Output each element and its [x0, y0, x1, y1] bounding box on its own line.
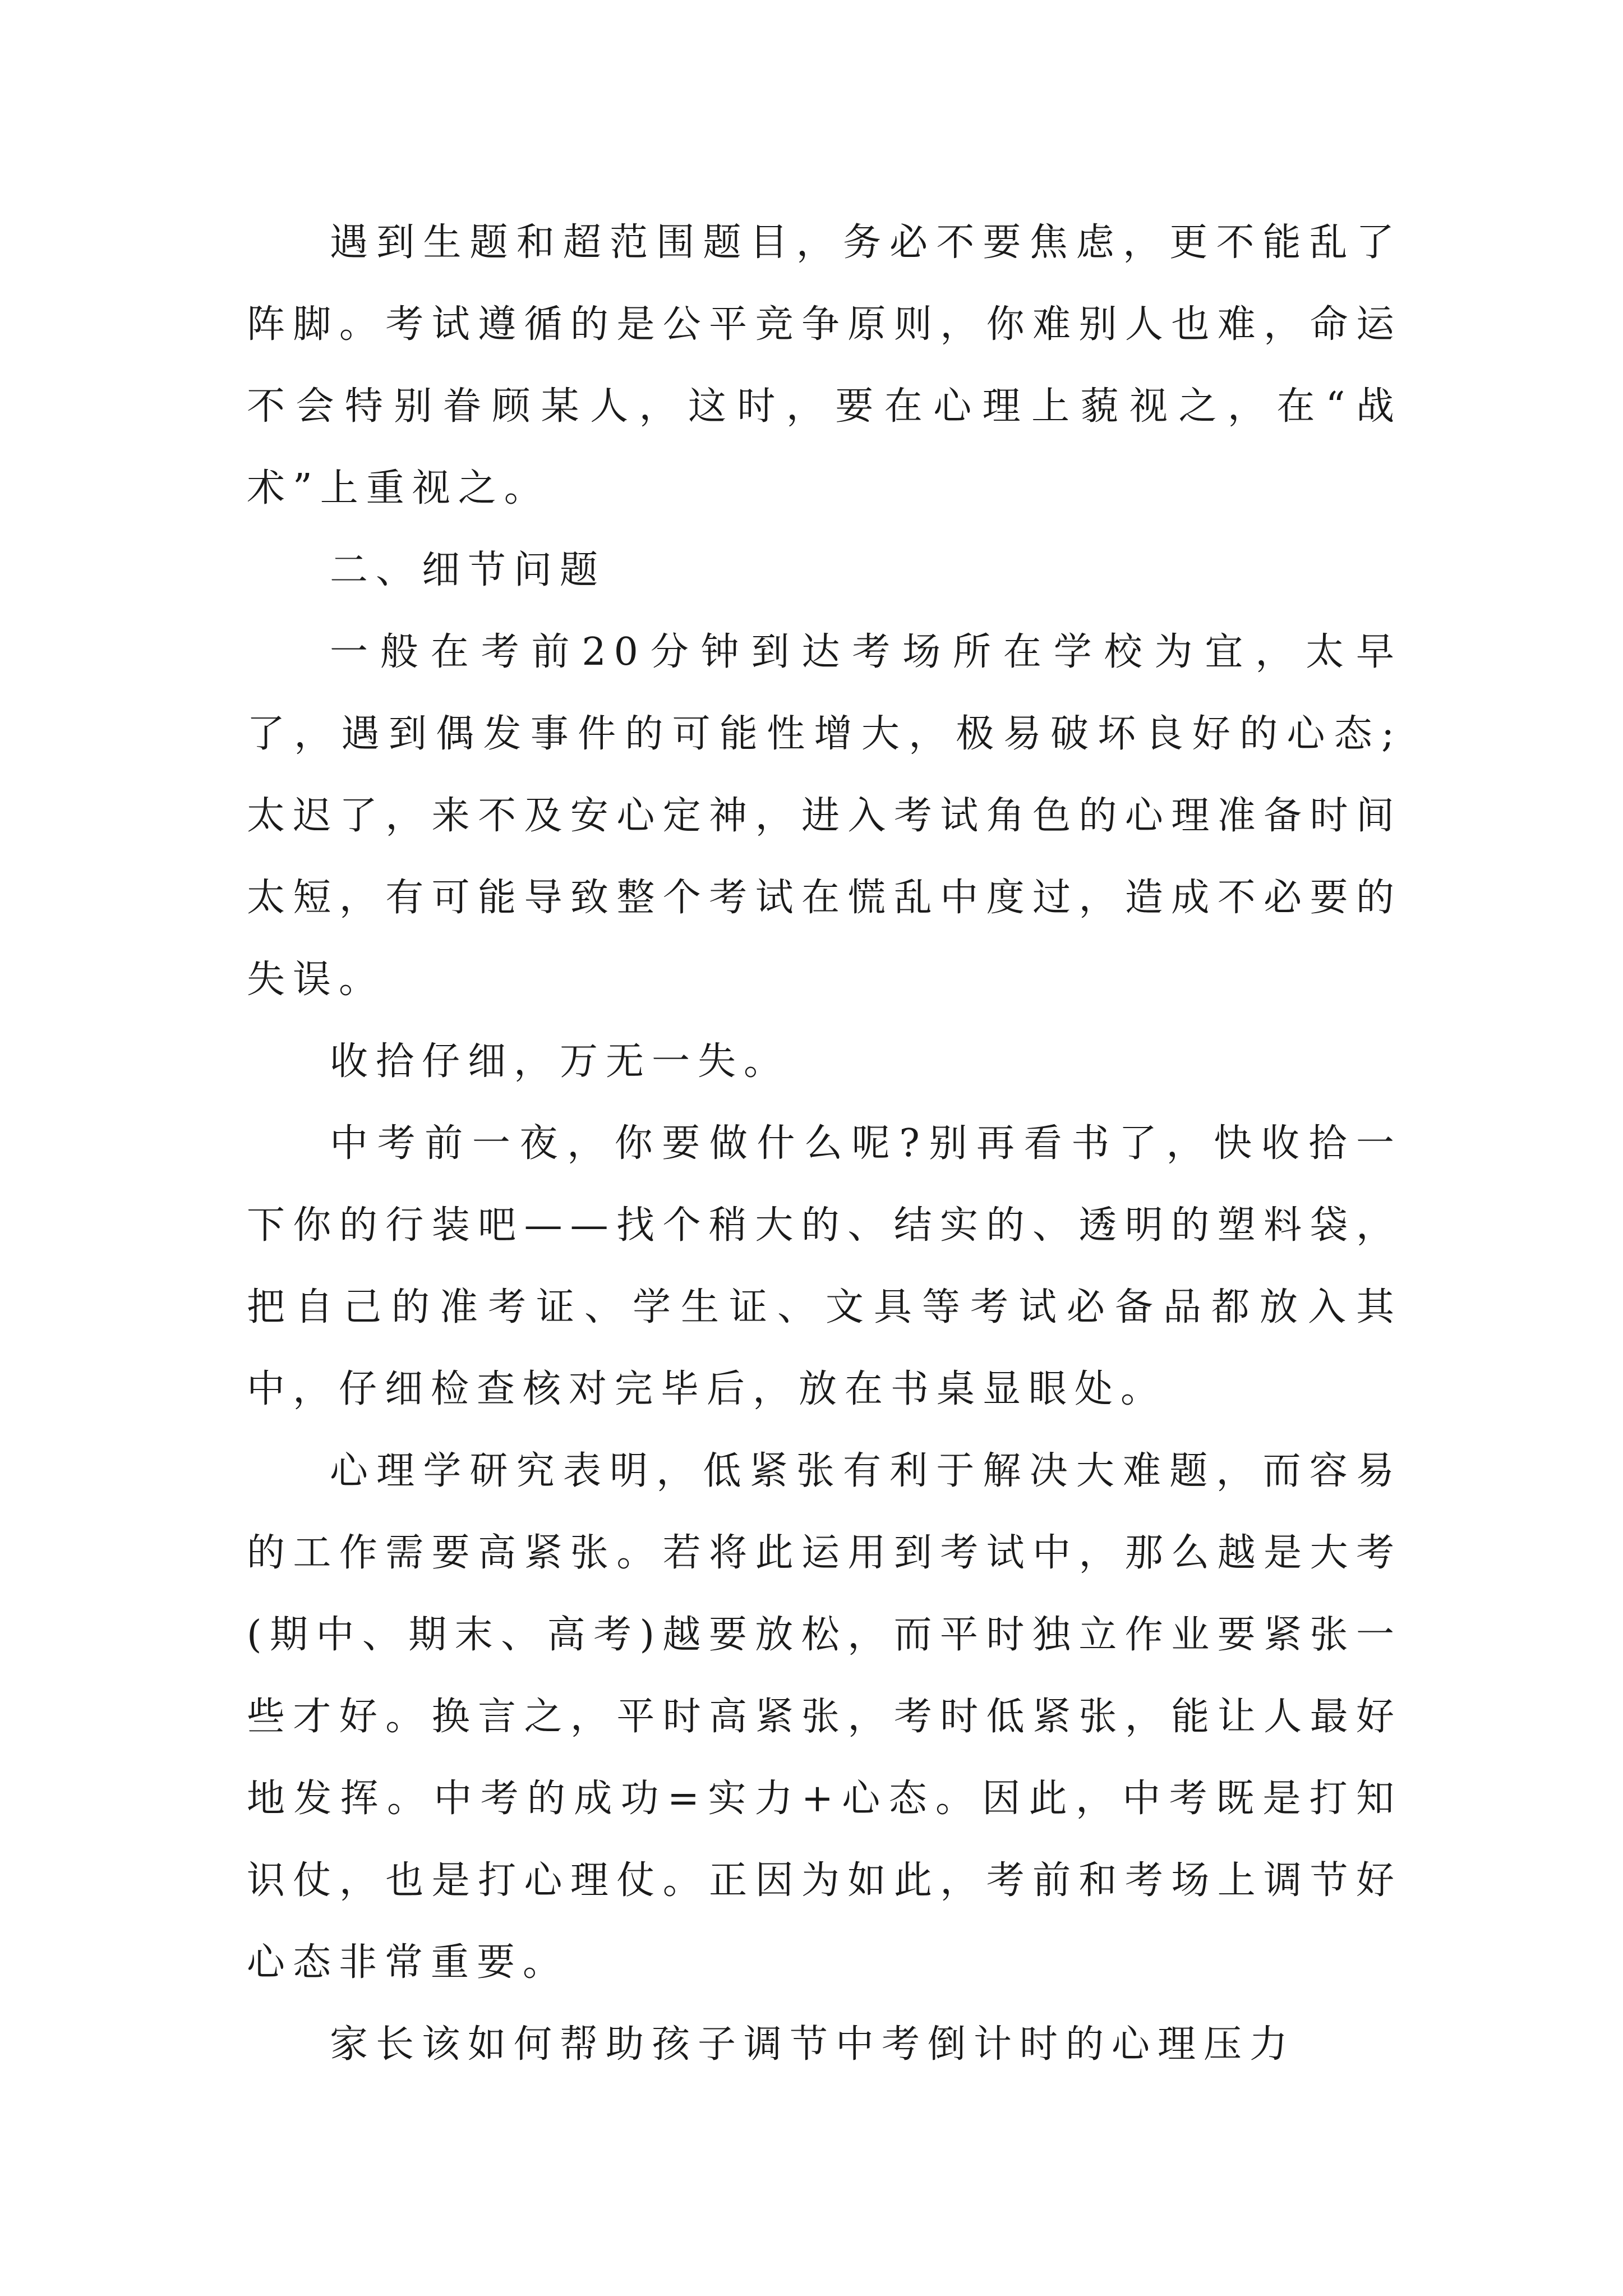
- section-heading-details: 二、细节问题: [330, 548, 606, 592]
- document-body: [247, 202, 1402, 2086]
- paragraph-unfamiliar-questions: 遇到生题和超范围题目，务必不要焦虑，更不能乱了阵脚。考试遵循的是公平竞争原则，你难别人也难，命运不会特别眷顾某人，这时，要在心理上藐视之，在“战术”上重视之。: [247, 220, 1402, 510]
- paragraph-pack-carefully: 收拾仔细，万无一失。: [330, 1039, 790, 1084]
- paragraph-parents-help: 家长该如何帮助孩子调节中考倒计时的心理压力: [330, 2022, 1296, 2067]
- paragraph-psychology-research: 心理学研究表明，低紧张有利于解决大难题，而容易的工作需要高紧张。若将此运用到考试中，那么越是大考(期中、期末、高考)越要放松，而平时独立作业要紧张一些才好。换言之，平时高紧张，考时低紧张，能让人最好地发挥。中考的成功=实力+心态。因此，中考既是打知识仗，也是打心理仗。正因为如此，考前和考场上调节好心态非常重要。: [247, 1449, 1402, 1985]
- paragraph-night-before: 中考前一夜，你要做什么呢?别再看书了，快收拾一下你的行装吧——找个稍大的、结实的、透明的塑料袋，把自己的准考证、学生证、文具等考试必备品都放入其中，仔细检查核对完毕后，放在书桌显眼处。: [247, 1121, 1402, 1411]
- paragraph-arrival-time: 一般在考前20分钟到达考场所在学校为宜，太早了，遇到偶发事件的可能性增大，极易破坏良好的心态;太迟了，来不及安心定神，进入考试角色的心理准备时间太短，有可能导致整个考试在慌乱中度过，造成不必要的失误。: [247, 630, 1402, 1002]
